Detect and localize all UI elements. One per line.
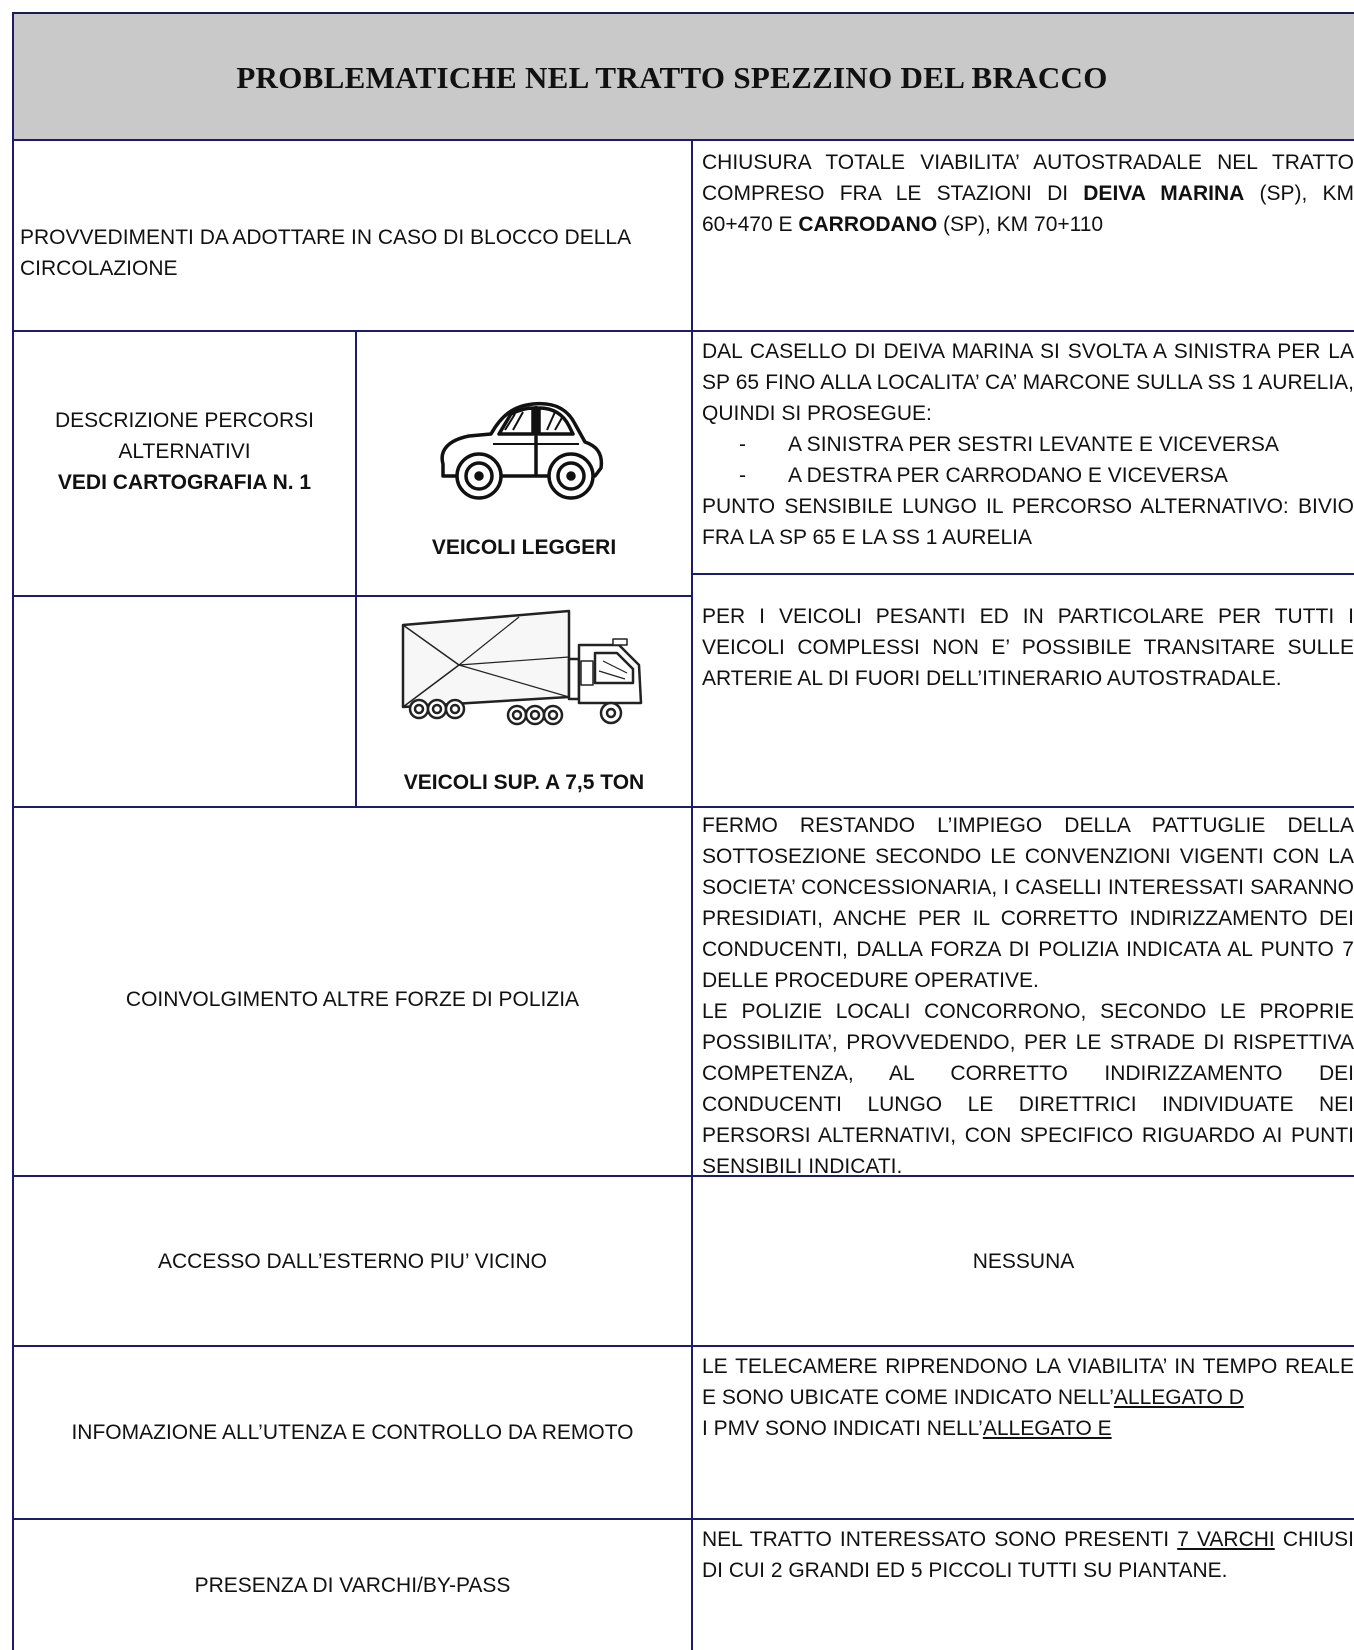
heavy-vehicle-text: PER I VEICOLI PESANTI ED IN PARTICOLARE PER TUTTI I VEICOLI COMPLESSI NON E’ POSSIBILE TRANSITARE SULLE ARTERIE AL DI FUORI DELL’ITINERARIO AUTOSTRADALE.	[702, 605, 1354, 690]
provvedimenti-text	[693, 141, 1354, 330]
percorsi-label-bold: VEDI CARTOGRAFIA N. 1	[57, 471, 312, 494]
coinvolgimento-para-1: FERMO RESTANDO L’IMPIEGO DELLA PATTUGLIE DELLA SOTTOSEZIONE SECONDO LE CONVENZIONI VIGENTI CON LA SOCIETA’ CONCESSIONARIA, I CASELLI INTERESSATI SARANNO PRESIDIATI, ANCHE PER IL CORRETTO INDIRIZZAMENTO DEI CONDUCENTI, DALLA FORZA DI POLIZIA INDICATA AL PUNTO 7 DELLE PROCEDURE OPERATIVE.	[702, 814, 1354, 992]
title-band	[12, 12, 1354, 141]
varchi-text-2: CHIUSI DI CUI 2 GRANDI ED 5 PICCOLI TUTTI SU PIANTANE.	[702, 1528, 1354, 1582]
heavy-vehicle-label: VEICOLI SUP. A 7,5 TON	[403, 771, 645, 794]
heavy-vehicle-cell	[357, 597, 691, 806]
light-intro: DAL CASELLO DI DEIVA MARINA SI SVOLTA A SINISTRA PER LA SP 65 FINO ALLA LOCALITA’ CA’ MARCONE SULLA SS 1 AURELIA, QUINDI SI PROSEGUE:	[702, 340, 1354, 425]
provvedimenti-bold-1: DEIVA MARINA	[1083, 182, 1245, 205]
allegato-e-link[interactable]: ALLEGATO E	[982, 1417, 1112, 1440]
list-item: - A SINISTRA PER SESTRI LEVANTE E VICEVERSA	[739, 433, 1279, 456]
accesso-label: ACCESSO DALL’ESTERNO PIU’ VICINO	[158, 1249, 547, 1273]
allegato-d-link[interactable]: ALLEGATO D	[1113, 1386, 1244, 1409]
provvedimenti-text-1: CHIUSURA TOTALE VIABILITA’ AUTOSTRADALE NEL TRATTO COMPRESO FRA LE STAZIONI DI	[702, 151, 1354, 205]
heavy-vehicle-empty-cell	[14, 597, 355, 806]
informazione-text-2: I PMV SONO INDICATI NELL’	[702, 1417, 983, 1440]
coinvolgimento-text	[693, 808, 1354, 1178]
varchi-text	[693, 1520, 1354, 1650]
coinvolgimento-label: COINVOLGIMENTO ALTRE FORZE DI POLIZIA	[125, 988, 580, 1011]
informazione-label: INFOMAZIONE ALL’UTENZA E CONTROLLO DA REMOTO	[71, 1421, 634, 1444]
provvedimenti-label: PROVVEDIMENTI DA ADOTTARE IN CASO DI BLOCCO DELLA CIRCOLAZIONE	[20, 225, 630, 280]
light-vehicle-text	[693, 332, 1354, 573]
provvedimenti-text-3: (SP), KM 70+110	[937, 213, 1104, 236]
provvedimenti-text-2: (SP), KM 60+470 E	[702, 182, 1354, 236]
percorsi-label	[14, 332, 355, 595]
accesso-value: NESSUNA	[972, 1249, 1075, 1273]
informazione-text	[693, 1347, 1354, 1518]
varchi-text-1: NEL TRATTO INTERESSATO SONO PRESENTI	[702, 1528, 1178, 1551]
light-vehicle-cell	[357, 332, 691, 595]
light-vehicle-label: VEICOLI LEGGERI	[431, 536, 617, 559]
varchi-link[interactable]: 7 VARCHI	[1177, 1528, 1275, 1551]
varchi-label: PRESENZA DI VARCHI/BY-PASS	[194, 1573, 511, 1597]
light-route-list	[702, 429, 1354, 491]
coinvolgimento-para-2: LE POLIZIE LOCALI CONCORRONO, SECONDO LE PROPRIE POSSIBILITA’, PROVVEDENDO, PER LE STRADE DI RISPETTIVA COMPETENZA, AL CORRETTO INDIRIZZAMENTO DEI CONDUCENTI LUNGO LE DIRETTRICI INDIVIDUATE NEI PERSORSI ALTERNATIVI, CON SPECIFICO RIGUARDO AI PUNTI SENSIBILI INDICATI.	[702, 1000, 1354, 1178]
document-title: PROBLEMATICHE NEL TRATTO SPEZZINO DEL BRACCO	[236, 59, 1108, 95]
truck-icon	[399, 605, 649, 749]
provvedimenti-bold-2: CARRODANO	[798, 213, 938, 236]
car-icon	[429, 394, 609, 511]
list-item: - A DESTRA PER CARRODANO E VICEVERSA	[739, 464, 1228, 487]
informazione-text-1: LE TELECAMERE RIPRENDONO LA VIABILITA’ IN TEMPO REALE E SONO UBICATE COME INDICATO NELL’	[702, 1355, 1354, 1409]
light-outro: PUNTO SENSIBILE LUNGO IL PERCORSO ALTERNATIVO: BIVIO FRA LA SP 65 E LA SS 1 AURELIA	[702, 495, 1354, 549]
percorsi-label-text: DESCRIZIONE PERCORSI ALTERNATIVI	[54, 409, 315, 463]
